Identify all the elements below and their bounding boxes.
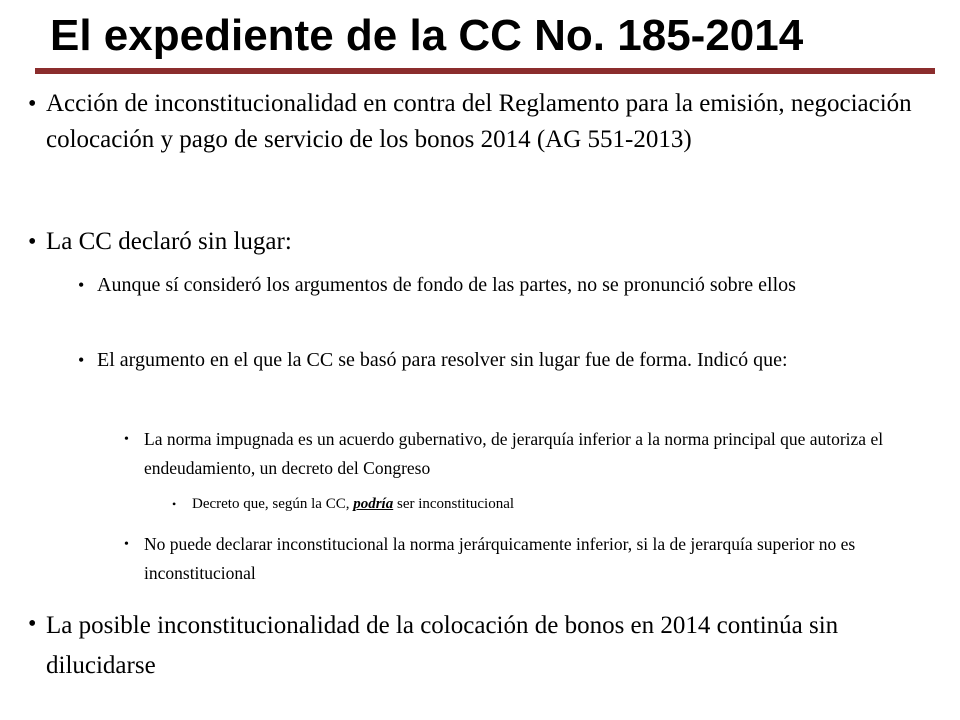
bullet-text: Acción de inconstitucionalidad en contra del Reglamento para la emisión, negociación colocación y pago de servicio de los bonos 2014 (AG 551-2013): [46, 90, 912, 153]
bullet-text: No puede declarar inconstitucional la norma jerárquicamente inferior, si la de jerarquía superior no es inconstitucional: [144, 534, 856, 583]
text-segment: Decreto que, según la CC,: [192, 496, 354, 512]
text-segment: ser inconstitucional: [393, 496, 515, 512]
bullet-marker: •: [172, 497, 177, 511]
bullet-text: El argumento en el que la CC se basó para resolver sin lugar fue de forma. Indicó que:: [97, 349, 788, 371]
bullet-text: Aunque sí consideró los argumentos de fondo de las partes, no se pronunció sobre ellos: [97, 274, 796, 296]
bullet-marker: •: [78, 350, 85, 370]
bullet-text: [192, 492, 912, 516]
bullet-marker: •: [78, 275, 85, 295]
bullet-marker: •: [124, 537, 129, 552]
bullet-marker: •: [28, 91, 37, 117]
bullet-marker: •: [28, 229, 37, 255]
bullet-text: La posible inconstitucionalidad de la colocación de bonos en 2014 continúa sin dilucidarse: [46, 612, 839, 679]
bullet-marker: •: [28, 611, 37, 637]
slide-title: El expediente de la CC No. 185-2014: [50, 11, 804, 60]
bullet-marker: •: [124, 432, 129, 447]
bullet-text: La CC declaró sin lugar:: [46, 228, 292, 255]
emphasized-word: podría: [353, 496, 394, 512]
bullet-text: La norma impugnada es un acuerdo gubernativo, de jerarquía inferior a la norma principal que autoriza el endeudamiento, un decreto del Congreso: [144, 429, 884, 478]
